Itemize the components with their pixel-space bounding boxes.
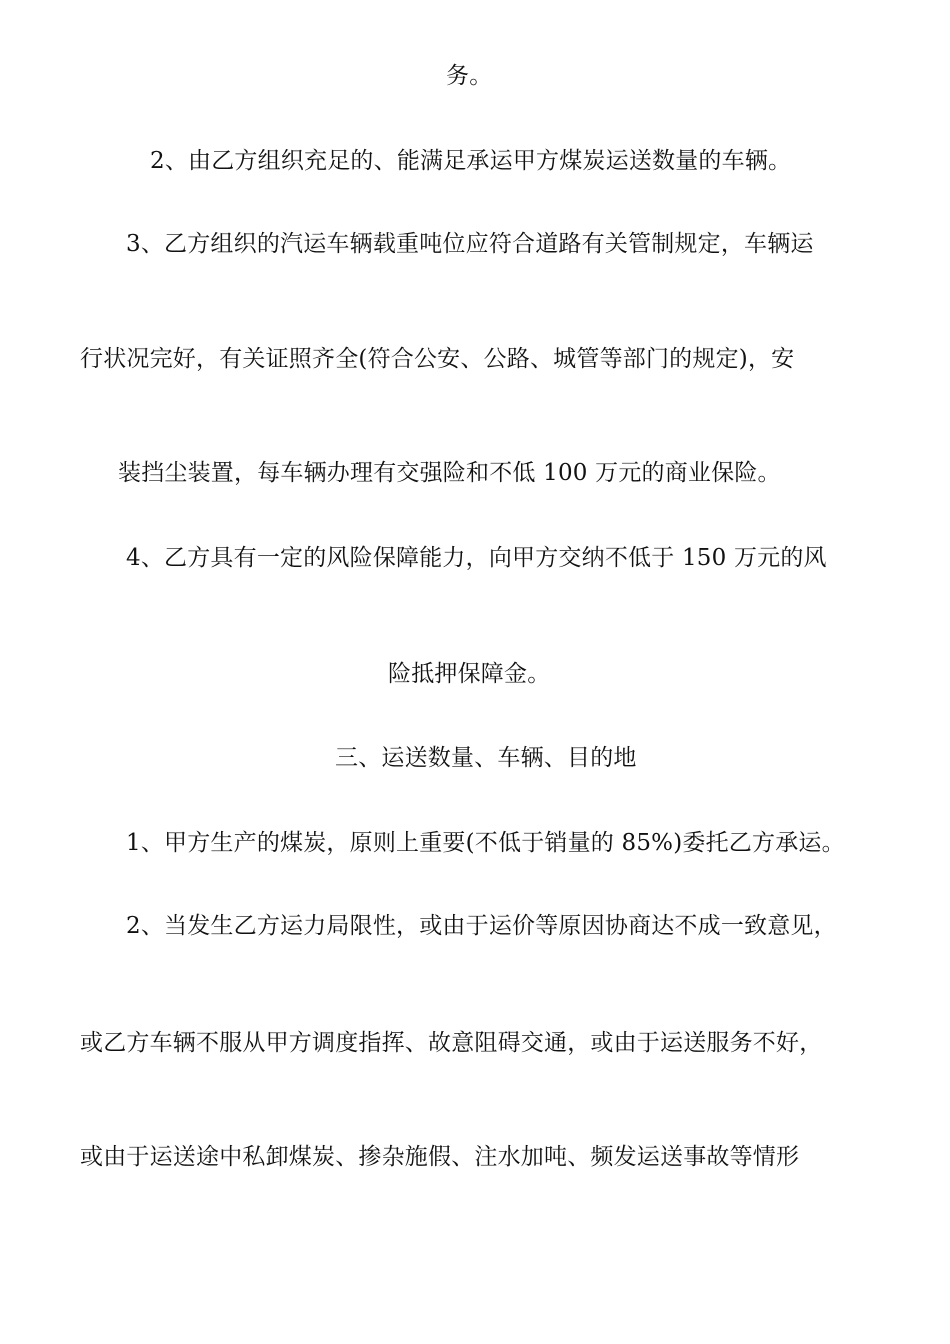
text-line-item-3-cont-1: 行状况完好，有关证照齐全(符合公安、公路、城管等部门的规定)，安 <box>80 346 795 372</box>
section-heading: 三、运送数量、车辆、目的地 <box>335 745 637 771</box>
text-line-item-4: 4、乙方具有一定的风险保障能力，向甲方交纳不低于 150 万元的风 <box>126 545 827 571</box>
text-line-item-3: 3、乙方组织的汽运车辆载重吨位应符合道路有关管制规定，车辆运 <box>126 231 814 257</box>
text-line-sec3-item-2-cont-2: 或由于运送途中私卸煤炭、掺杂施假、注水加吨、频发运送事故等情形 <box>80 1144 800 1170</box>
text-line-sec3-item-2-cont-1: 或乙方车辆不服从甲方调度指挥、故意阻碍交通，或由于运送服务不好， <box>80 1030 823 1056</box>
text-line-item-2: 2、由乙方组织充足的、能满足承运甲方煤炭运送数量的车辆。 <box>150 148 792 174</box>
text-line-sec3-item-1: 1、甲方生产的煤炭，原则上重要(不低于销量的 85%)委托乙方承运。 <box>126 830 845 856</box>
text-line-item-4-cont: 险抵押保障金。 <box>388 661 551 687</box>
text-line-sec3-item-2: 2、当发生乙方运力局限性，或由于运价等原因协商达不成一致意见， <box>126 913 837 939</box>
text-line-item-3-cont-2: 装挡尘装置，每车辆办理有交强险和不低 100 万元的商业保险。 <box>118 460 781 486</box>
text-line-continuation: 务。 <box>446 63 493 89</box>
